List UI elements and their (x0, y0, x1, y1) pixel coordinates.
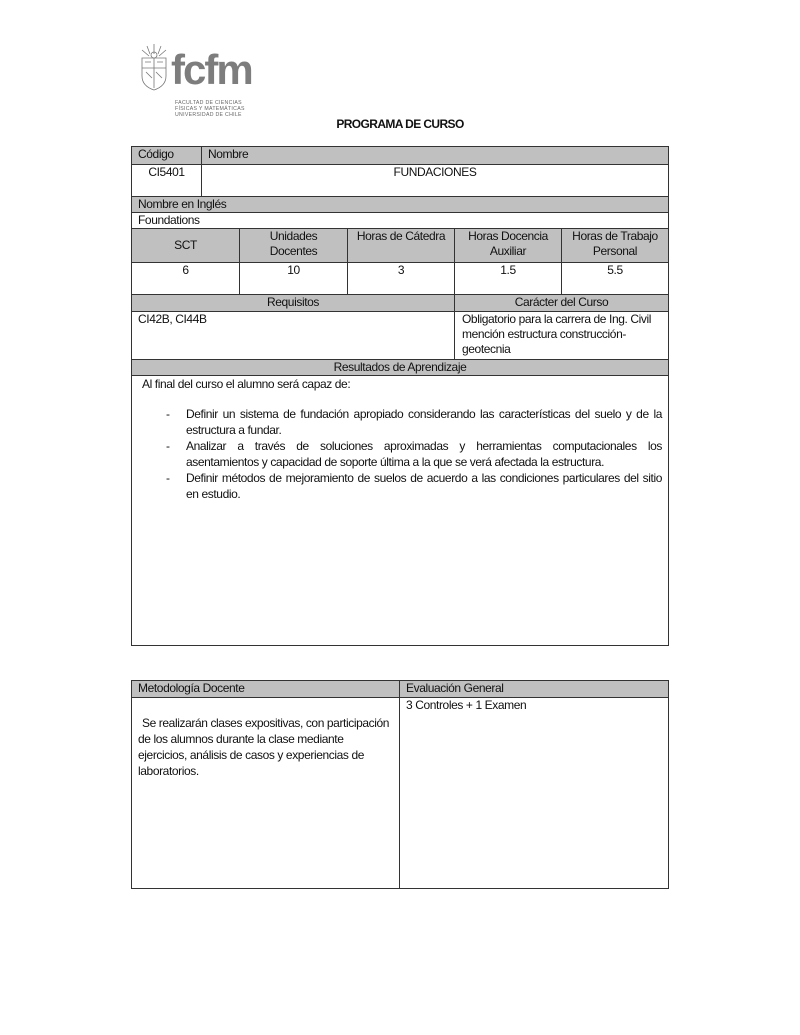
english-name-label: Nombre en Inglés (132, 197, 669, 213)
horas-personal-value: 5.5 (562, 263, 669, 295)
resultados-content (132, 376, 669, 646)
page-title: PROGRAMA DE CURSO (336, 117, 464, 131)
sct-header: SCT (132, 229, 240, 263)
course-info-table (131, 146, 669, 646)
evaluacion-label: Evaluación General (400, 681, 669, 698)
caracter-label: Carácter del Curso (455, 295, 669, 312)
unidades-value: 10 (240, 263, 348, 295)
logo-line: FACULTAD DE CIENCIAS (175, 100, 242, 106)
list-item: - Definir métodos de mejoramiento de suelos de acuerdo a las condiciones particulares del sitio en estudio. (142, 470, 662, 502)
horas-personal-header: Horas de Trabajo Personal (562, 229, 669, 263)
horas-catedra-value: 3 (348, 263, 455, 295)
horas-auxiliar-header: Horas Docencia Auxiliar (455, 229, 562, 263)
requisitos-value: CI42B, CI44B (132, 312, 455, 360)
sct-value: 6 (132, 263, 240, 295)
english-name: Foundations (132, 213, 669, 229)
logo-line: UNIVERSIDAD DE CHILE (175, 112, 242, 118)
caracter-value: Obligatorio para la carrera de Ing. Civil mención estructura construcción-geotecnia (455, 312, 669, 360)
code-label: Código (132, 147, 202, 165)
logo-line: FÍSICAS Y MATEMÁTICAS (175, 106, 245, 112)
fcfm-logo (137, 42, 257, 120)
requisitos-label: Requisitos (132, 295, 455, 312)
methodology-table (131, 680, 669, 889)
list-item: - Definir un sistema de fundación apropiado considerando las características del suelo y de la estructura a fundar. (142, 406, 662, 438)
list-item: - Analizar a través de soluciones aproximadas y herramientas computacionales los asentamientos y capacidad de soporte última a la que se verá afectada la estructura. (142, 438, 662, 470)
resultados-label: Resultados de Aprendizaje (132, 360, 669, 376)
horas-catedra-header: Horas de Cátedra (348, 229, 455, 263)
unidades-header: Unidades Docentes (240, 229, 348, 263)
course-code: CI5401 (132, 165, 202, 197)
logo-subtitle (175, 100, 265, 118)
metodologia-value (132, 698, 400, 889)
evaluacion-value: 3 Controles + 1 Examen (400, 698, 669, 889)
resultados-intro: Al final del curso el alumno será capaz de: (142, 377, 351, 391)
university-emblem-icon (137, 42, 171, 92)
metodologia-label: Metodología Docente (132, 681, 400, 698)
course-name: FUNDACIONES (202, 165, 669, 197)
horas-auxiliar-value: 1.5 (455, 263, 562, 295)
resultados-list (142, 406, 662, 502)
logo-wordmark: fcfm (171, 46, 252, 93)
name-label: Nombre (202, 147, 669, 165)
metodologia-text: Se realizarán clases expositivas, con participación de los alumnos durante la clase mediante ejercicios, análisis de casos y experiencias de laboratorios. (138, 716, 390, 778)
